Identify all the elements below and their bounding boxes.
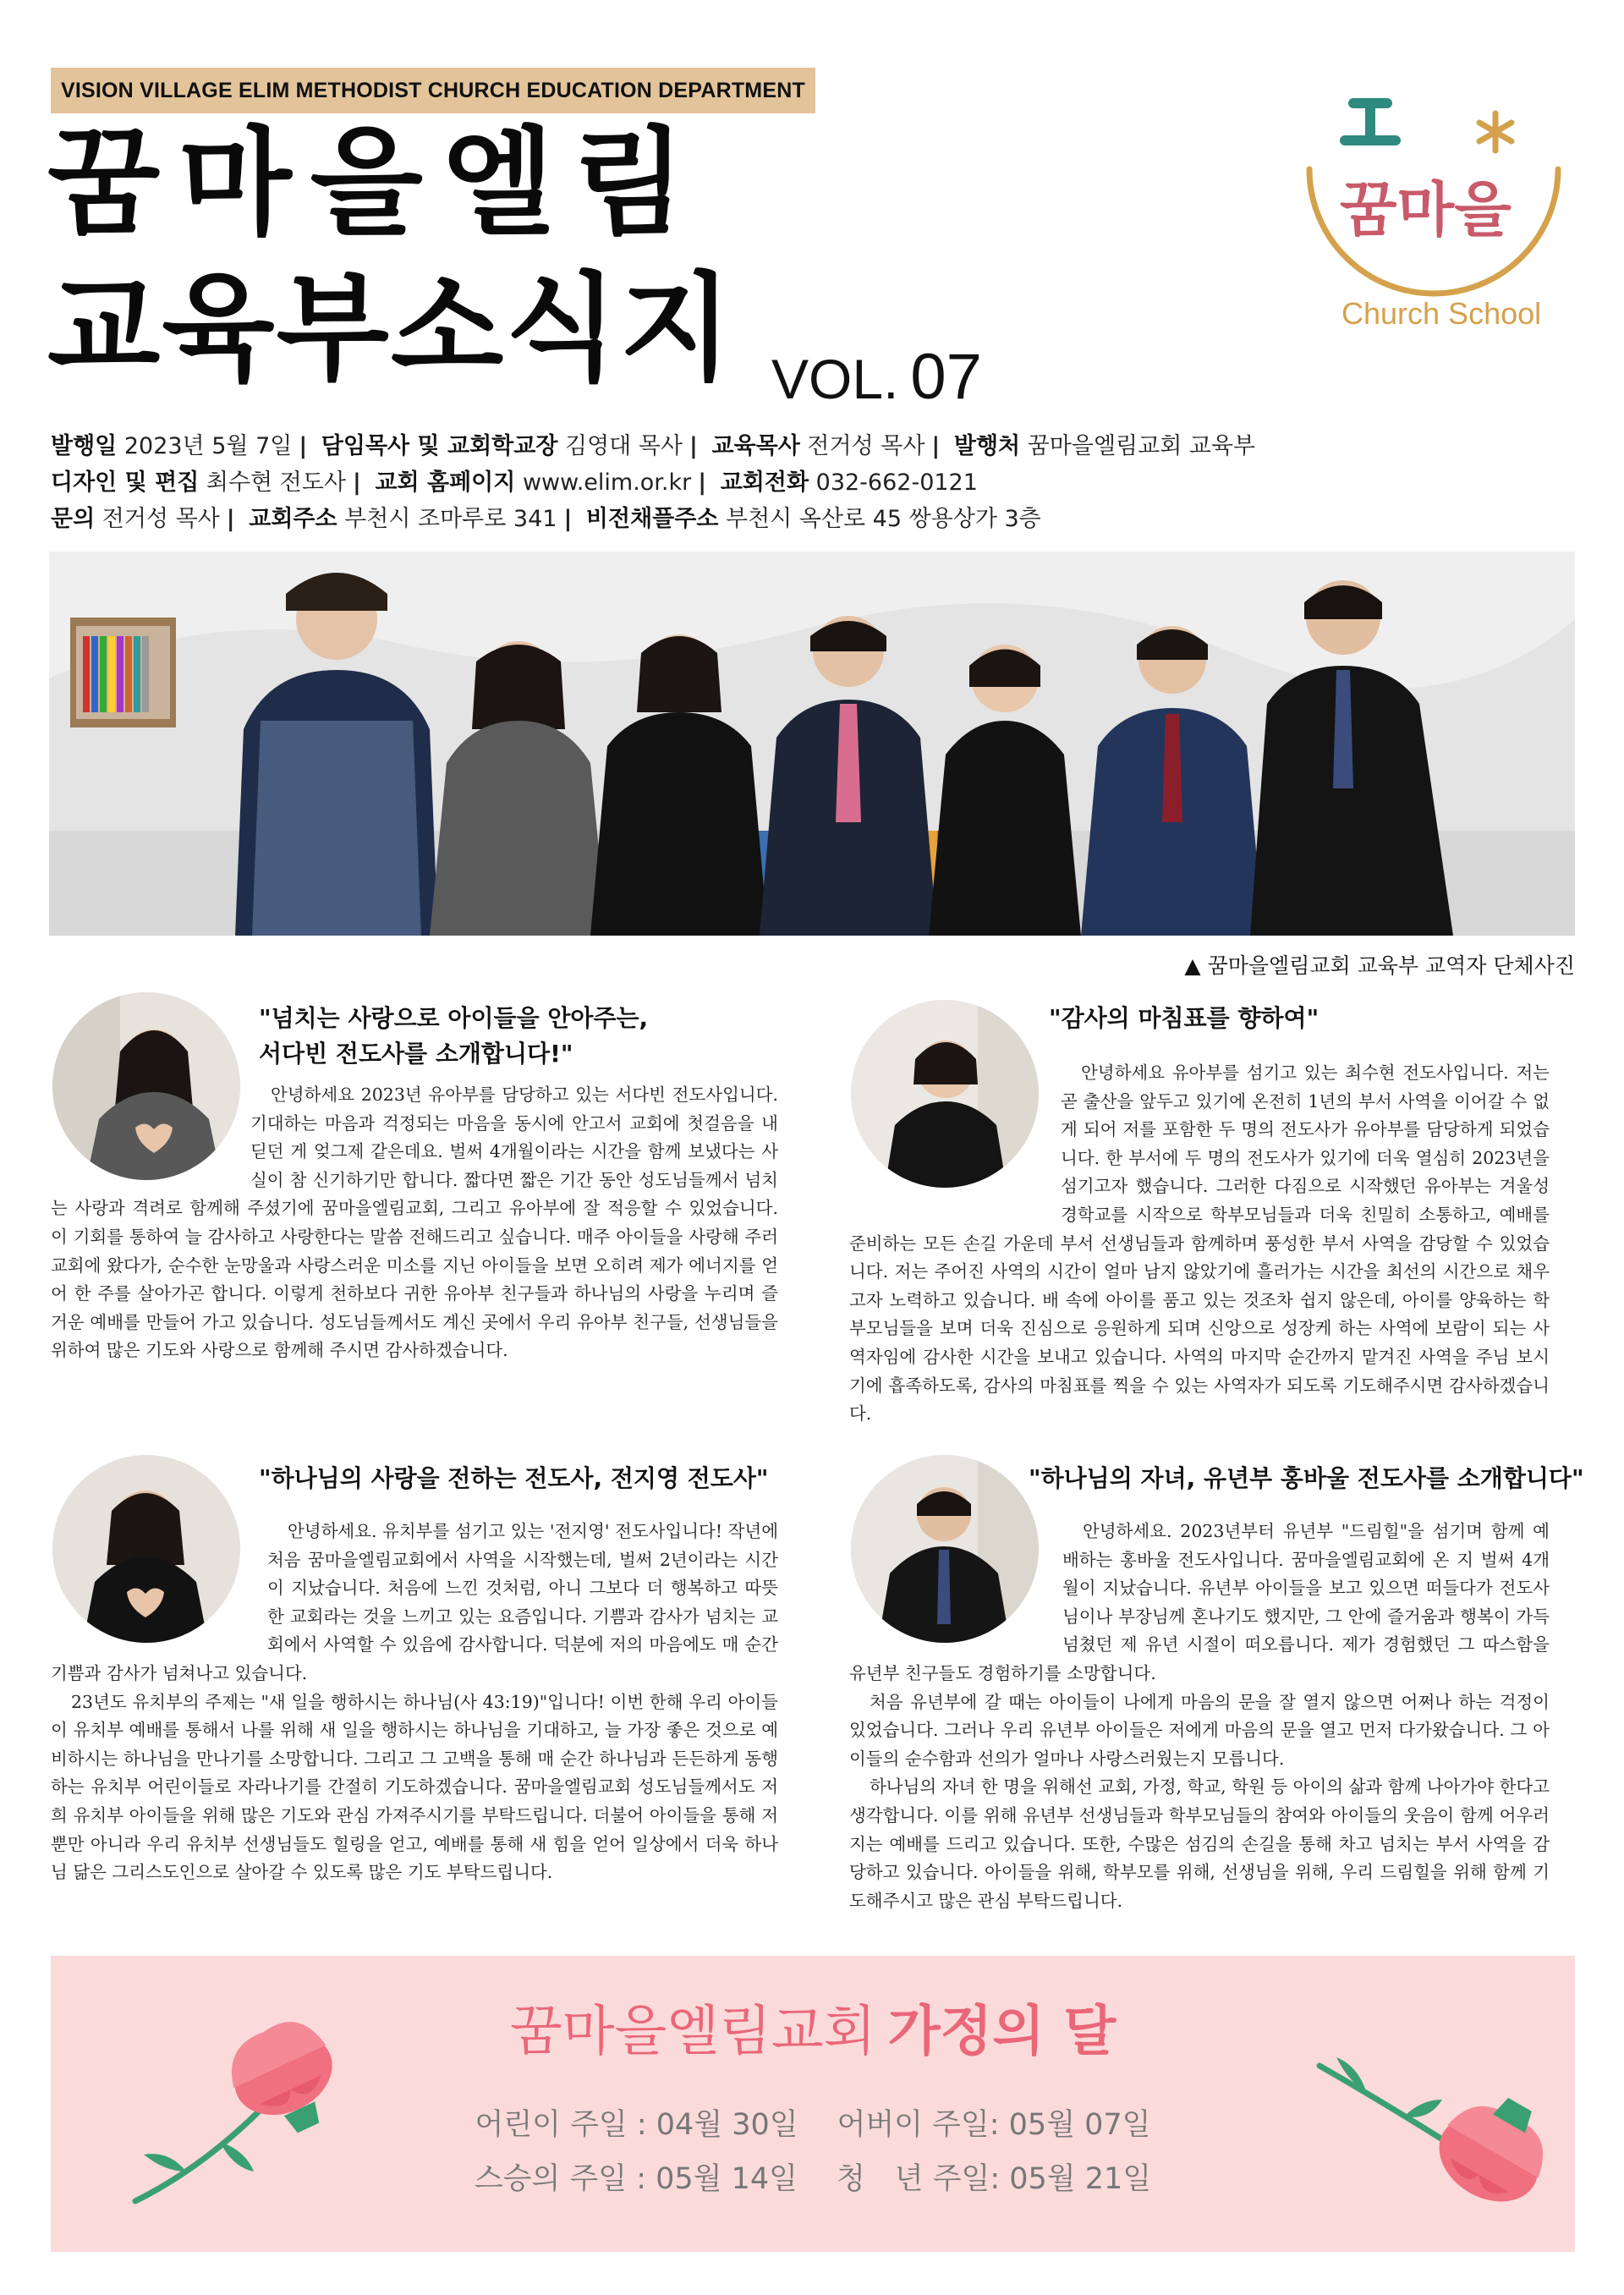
newsletter-title-line-1: 꿈마을엘림 xyxy=(47,115,705,251)
logo-caption: Church School xyxy=(1341,296,1542,331)
department-banner: VISION VILLAGE ELIM METHODIST CHURCH EDUCATION DEPARTMENT xyxy=(51,68,815,113)
family-month-box xyxy=(51,1956,1575,2252)
volume-label xyxy=(771,340,982,414)
volume-number: 07 xyxy=(910,341,982,413)
section-hong-baul xyxy=(849,1453,1584,1927)
photo-caption: ▲ 꿈마을엘림교회 교육부 교역자 단체사진 xyxy=(1184,953,1575,978)
section-body: 안녕하세요 유아부를 섬기고 있는 최수현 전도사입니다. 저는 곧 출산을 앞두고 있기에 온전히 1년의 부서 사역을 이어갈 수 없게 되어 저를 포함한 두 명의 전도사가 유아부를 담당하게 되었습니다. 한 부서에 두 명의 전도사가 있기에 더욱 열심히 2023년을 섬기고자 했습니다. 그러한 다짐으로 시작했던 유아부는 겨울성경학교를 시작으로 학부모님들과 더욱 친밀히 소통하고, 예배를 준비하는 모든 손길 가운데 부서 선생님들과 함께하며 풍성한 부서 사역을 감당할 수 있었습니다. 저는 주어진 사역의 시간이 얼마 남지 않았기에 흘러가는 시간을 최선의 시간으로 채우고자 노력하고 있습니다. 배 속에 아이를 품고 있는 것조차 쉽지 않은데, 아이를 양육하는 학부모님들을 보며 더욱 진심으로 응원하게 되며 신앙으로 성장케 하는 사역에 보람이 되는 사역자임에 감사한 시간을 보내고 있습니다. 사역의 마지막 순간까지 맡겨진 사역을 주님 보시기에 흡족하도록, 감사의 마침표를 찍을 수 있는 사역자가 되도록 기도해주시면 감사하겠습니다. xyxy=(849,1062,1550,1425)
logo-asterisk-icon xyxy=(1479,113,1512,151)
section-body: 안녕하세요. 유치부를 섬기고 있는 '전지영' 전도사입니다! 작년에 처음 꿈마을엘림교회에서 사역을 시작했는데, 벌써 2년이라는 시간이 지났습니다. 처음에 느낀 것처럼, 아니 그보다 더 행복하고 따뜻한 교회라는 것을 느끼고 있는 요즘입니다. 기쁨과 감사가 넘치는 교회에서 사역할 수 있음에 감사합니다. 덕분에 저의 마음에도 매 순간 기쁨과 감사가 넘쳐나고 있습니다. 23년도 유치부의 주제는 "새 일을 행하시는 하나님(사 43:19)"입니다! 이번 한해 우리 아이들이 유치부 예배를 통해서 나를 위해 새 일을 행하시는 하나님을 기대하고, 늘 가장 좋은 것으로 예비하시는 하나님을 만나기를 소망합니다. 그리고 그 고백을 통해 매 순간 하나님과 든든하게 동행하는 유치부 어린이들로 자라나기를 간절히 기도하겠습니다. 꿈마을엘림교회 성도님들께서도 저희 유치부 아이들을 위해 많은 기도와 관심 가져주시기를 부탁드립니다. 더불어 아이들을 통해 저뿐만 아니라 우리 유치부 선생님들도 힐링을 얻고, 예배를 통해 새 힘을 얻어 일상에서 더욱 하나님 닮은 그리스도인으로 살아갈 수 있도록 많은 기도 부탁드립니다. xyxy=(51,1521,779,1883)
section-title: "하나님의 자녀, 유년부 홍바울 전도사를 소개합니다" xyxy=(1029,1464,1584,1492)
section-title: "하나님의 사랑을 전하는 전도사, 전지영 전도사" xyxy=(259,1464,769,1492)
children-sunday: 어린이 주일 : 04월 30일 xyxy=(475,2108,798,2142)
section-body: 안녕하세요. 2023년부터 유년부 "드림힐"을 섬기며 함께 예배하는 홍바울 전도사입니다. 꿈마을엘림교회에 온 지 벌써 4개월이 지났습니다. 유년부 아이들을 보고 있으면 떠들다가 전도사님이나 부장님께 혼나기도 했지만, 그 안에 즐거움과 행복이 가득 넘쳤던 제 유년 시절이 떠오릅니다. 제가 경험했던 그 따스함을 유년부 친구들도 경험하기를 소망합니다. 처음 유년부에 갈 때는 아이들이 나에게 마음의 문을 잘 열지 않으면 어쩌나 하는 걱정이 있었습니다. 그러나 우리 유년부 아이들은 저에게 마음의 문을 열고 먼저 다가왔습니다. 그 아이들의 순수함과 선의가 얼마나 사랑스러웠는지 모릅니다. 하나님의 자녀 한 명을 위해선 교회, 가정, 학교, 학원 등 아이의 삶과 함께 나아가야 한다고 생각합니다. 이를 위해 유년부 선생님들과 학부모님들의 참여와 아이들의 웃음이 함께 어우러지는 예배를 드리고 있습니다. 또한, 수많은 섬김의 손길을 통해 차고 넘치는 부서 사역을 감당하고 있습니다. 아이들을 위해, 학부모를 위해, 선생님을 위해, 우리 드림힐을 위해 함께 기도해주시고 많은 관심 부탁드립니다. xyxy=(849,1521,1550,1911)
family-month-title-bold: 가정의 달 xyxy=(887,2001,1116,2063)
logo-text: 꿈마을 xyxy=(1340,175,1512,244)
homepage-link[interactable]: www.elim.or.kr xyxy=(522,469,692,496)
section-title: "넘치는 사랑으로 아이들을 안아주는, xyxy=(259,1004,649,1032)
staff-group-photo xyxy=(49,552,1575,936)
section-title: 서다빈 전도사를 소개합니다!" xyxy=(259,1040,573,1068)
newsletter-title-line-2: 교육부소식지 xyxy=(47,261,734,397)
section-seo-dabin xyxy=(51,990,778,1430)
meta-line-1: 발행일 2023년 5월 7일 | 담임목사 및 교회학교장 김영대 목사 | 교육목사 전거성 목사 | 발행처 꿈마을엘림교회 교육부 xyxy=(51,433,1256,459)
youth-sunday: 청 년 주일: 05월 21일 xyxy=(836,2162,1152,2196)
meta-line-3: 문의 전거성 목사 | 교회주소 부천시 조마루로 341 | 비전채플주소 부천시 옥산로 45 쌍용상가 3층 xyxy=(51,506,1041,532)
parents-sunday: 어버이 주일: 05월 07일 xyxy=(837,2108,1151,2142)
section-body: 안녕하세요 2023년 유아부를 담당하고 있는 서다빈 전도사입니다. 기대하는 마음과 걱정되는 마음을 동시에 안고서 교회에 첫걸음을 내딛던 게 엊그제 같은데요. 벌써 4개월이라는 시간을 함께 보냈다는 사실이 참 신기하기만 합니다. 짧다면 짧은 기간 동안 성도님들께서 넘치는 사랑과 격려로 함께해 주셨기에 꿈마을엘림교회, 그리고 유아부에 잘 적응할 수 있었습니다. 이 기회를 통하여 늘 감사하고 사랑한다는 말씀 전해드리고 싶습니다. 매주 아이들을 사랑해 주러 교회에 왔다가, 순수한 눈망울과 사랑스러운 미소를 지닌 아이들을 보면 오히려 제가 에너지를 얻어 한 주를 살아가곤 합니다. 이렇게 천하보다 귀한 유아부 친구들과 하나님의 사랑을 누리며 즐거운 예배를 만들어 가고 있습니다. 성도님들께서도 계신 곳에서 우리 유아부 친구들, 선생님들을 위하여 많은 기도와 사랑으로 함께해 주시면 감사하겠습니다. xyxy=(51,1084,778,1361)
carnation-right-icon xyxy=(1286,2032,1565,2243)
section-jeon-jiyoung xyxy=(51,1453,778,1927)
section-choi-suhyun xyxy=(849,990,1550,1430)
volume-prefix: VOL. xyxy=(771,348,899,410)
section-title: "감사의 마침표를 향하여" xyxy=(1049,1004,1320,1032)
meta-line-2: 디자인 및 편집 최수현 전도사 | 교회 홈페이지 www.elim.or.kr | 교회전화 032-662-0121 xyxy=(51,469,978,496)
family-month-title-light: 꿈마을엘림교회 xyxy=(509,2001,876,2063)
logo-teal-stroke xyxy=(1345,103,1396,140)
teachers-sunday: 스승의 주일 : 05월 14일 xyxy=(474,2162,798,2196)
